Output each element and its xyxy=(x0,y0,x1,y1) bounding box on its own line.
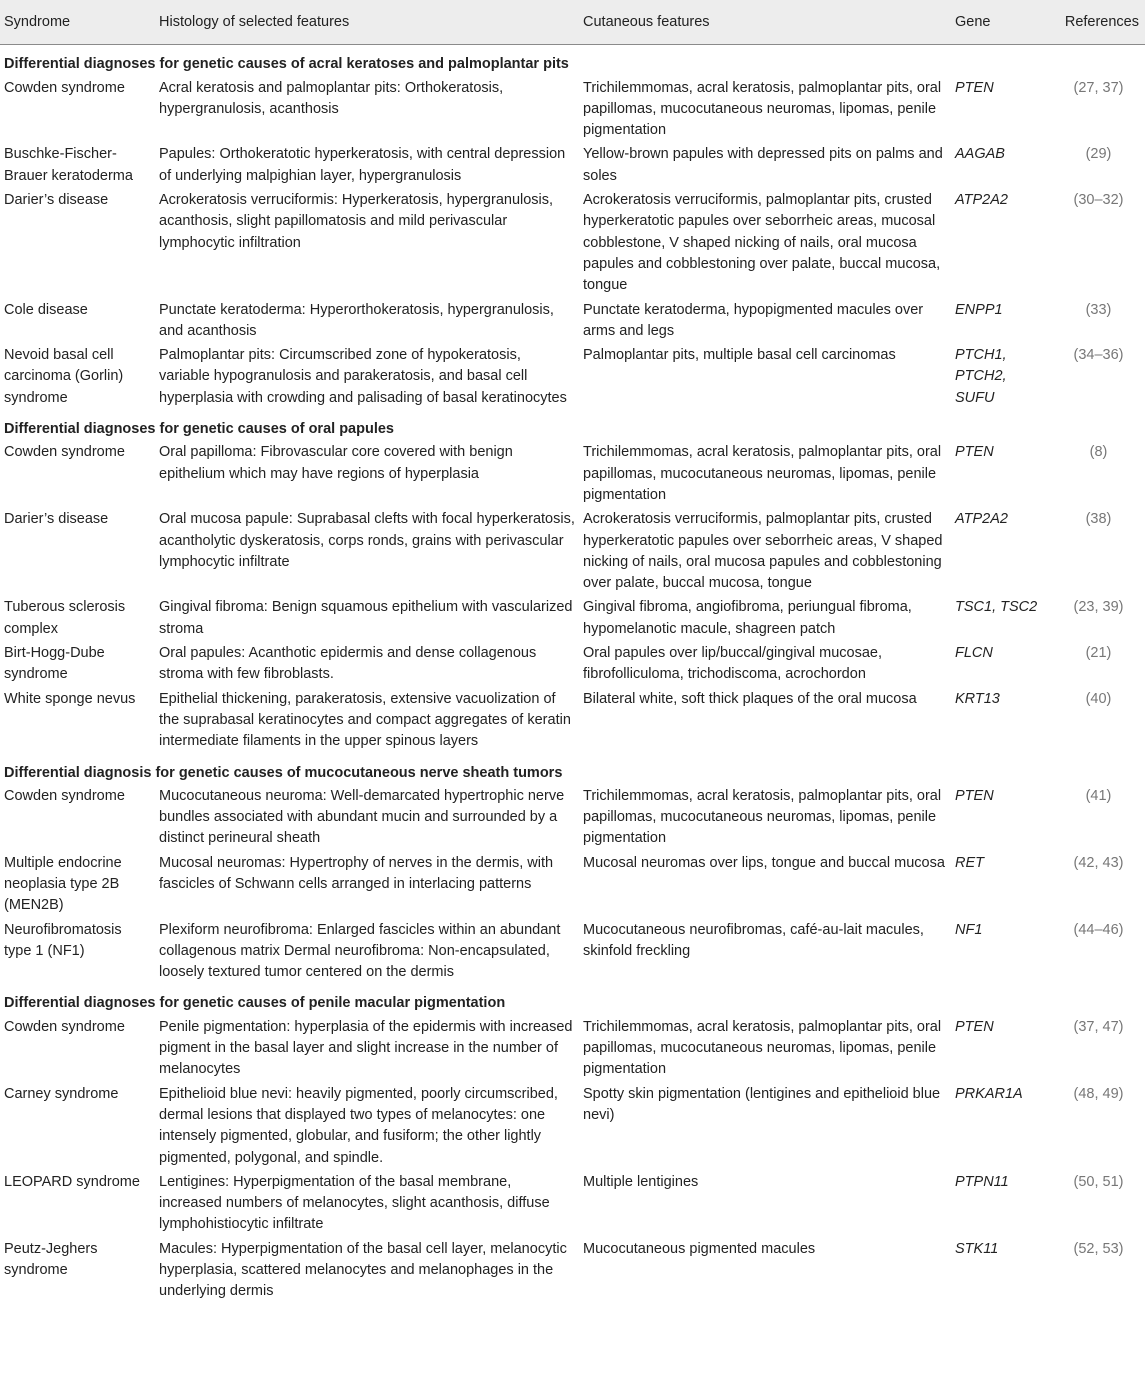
table-row xyxy=(0,1082,1145,1170)
cell-references: (21) xyxy=(1085,645,1112,662)
cell-cutaneous: Yellow-brown papules with depressed pits on palms and soles xyxy=(583,146,943,184)
cell-references: (44–46) xyxy=(1073,921,1124,938)
cell-gene: NF1 xyxy=(955,921,983,938)
cell-cutaneous: Trichilemmomas, acral keratosis, palmoplantar pits, oral papillomas, mucocutaneous neuromas, lipomas, penile pigmentation xyxy=(583,787,942,847)
cell-syndrome: Neurofibromatosis type 1 (NF1) xyxy=(4,921,122,959)
group-heading-row xyxy=(0,754,1145,784)
cell-references: (23, 39) xyxy=(1073,599,1124,616)
cell-syndrome: Darier’s disease xyxy=(4,192,109,209)
cell-histology: Gingival fibroma: Benign squamous epithelium with vascularized stroma xyxy=(159,599,573,637)
cell-syndrome: White sponge nevus xyxy=(4,690,136,707)
group-heading: Differential diagnoses for genetic causes of oral papules xyxy=(4,421,394,438)
cell-cutaneous: Mucocutaneous neurofibromas, café-au-lait macules, skinfold freckling xyxy=(583,921,924,959)
cell-histology: Oral papules: Acanthotic epidermis and dense collagenous stroma with few fibroblasts. xyxy=(159,645,537,683)
cell-syndrome: Cowden syndrome xyxy=(4,444,125,461)
cell-cutaneous: Bilateral white, soft thick plaques of the oral mucosa xyxy=(583,690,917,707)
cell-syndrome: Carney syndrome xyxy=(4,1085,119,1102)
cell-cutaneous: Mucosal neuromas over lips, tongue and buccal mucosa xyxy=(583,854,945,871)
cell-histology: Oral mucosa papule: Suprabasal clefts with focal hyperkeratosis, acantholytic dyskeratosis, corps ronds, grains with perivascular lymphocytic infiltrate xyxy=(159,511,575,570)
cell-syndrome: Cowden syndrome xyxy=(4,787,125,804)
table-body xyxy=(0,45,1145,1304)
group-heading-row xyxy=(0,410,1145,440)
cell-cutaneous: Punctate keratoderma, hypopigmented macules over arms and legs xyxy=(583,301,924,339)
cell-gene: ENPP1 xyxy=(955,301,1003,318)
cell-histology: Plexiform neurofibroma: Enlarged fascicles within an abundant collagenous matrix Dermal neurofibroma: Non-encapsulated, loosely textured tumor centered on the dermis xyxy=(159,921,561,981)
cell-gene: AAGAB xyxy=(955,146,1005,163)
cell-references: (8) xyxy=(1089,444,1108,461)
cell-references: (48, 49) xyxy=(1073,1085,1124,1102)
cell-references: (41) xyxy=(1085,787,1112,804)
cell-references: (38) xyxy=(1085,511,1112,528)
table-row xyxy=(0,507,1145,595)
cell-syndrome: Buschke-Fischer-Brauer keratoderma xyxy=(4,146,133,184)
cell-gene: TSC1, TSC2 xyxy=(955,599,1038,616)
cell-cutaneous: Mucocutaneous pigmented macules xyxy=(583,1240,816,1257)
cell-references: (40) xyxy=(1085,690,1112,707)
group-heading: Differential diagnoses for genetic causes of penile macular pigmentation xyxy=(4,995,506,1012)
cell-syndrome: Nevoid basal cell carcinoma (Gorlin) syndrome xyxy=(4,347,124,406)
cell-gene: PRKAR1A xyxy=(955,1085,1023,1102)
cell-cutaneous: Spotty skin pigmentation (lentigines and epithelioid blue nevi) xyxy=(583,1085,941,1123)
table-header xyxy=(0,0,1145,45)
cell-syndrome: Cole disease xyxy=(4,301,88,318)
cell-syndrome: Peutz-Jeghers syndrome xyxy=(4,1240,98,1279)
cell-references: (33) xyxy=(1085,301,1112,318)
table-row xyxy=(0,343,1145,410)
cell-histology: Papules: Orthokeratotic hyperkeratosis, with central depression of underlying malpighian layer, hypergranulosis xyxy=(159,146,566,184)
cell-cutaneous: Trichilemmomas, acral keratosis, palmoplantar pits, oral papillomas, mucocutaneous neuromas, lipomas, penile pigmentation xyxy=(583,1018,942,1078)
cell-gene: PTEN xyxy=(955,787,994,804)
cell-syndrome: Birt-Hogg-Dube syndrome xyxy=(4,645,105,683)
cell-references: (50, 51) xyxy=(1073,1173,1124,1190)
cell-gene: FLCN xyxy=(955,645,993,662)
cell-syndrome: LEOPARD syndrome xyxy=(4,1173,140,1190)
table-row xyxy=(0,687,1145,754)
header-references: References xyxy=(1044,0,1145,45)
table-row xyxy=(0,851,1145,918)
cell-histology: Penile pigmentation: hyperplasia of the epidermis with increased pigment in the basal layer and slight increase in the number of melanocytes xyxy=(159,1018,573,1078)
cell-syndrome: Cowden syndrome xyxy=(4,1018,125,1035)
header-syndrome: Syndrome xyxy=(0,0,155,45)
cell-histology: Acrokeratosis verruciformis: Hyperkeratosis, hypergranulosis, acanthosis, slight papillomatosis and mild perivascular lymphocytic infiltration xyxy=(159,192,554,251)
table-row xyxy=(0,298,1145,344)
cell-histology: Mucosal neuromas: Hypertrophy of nerves in the dermis, with fascicles of Schwann cells arranged in interlacing patterns xyxy=(159,854,554,892)
cell-gene: PTEN xyxy=(955,444,994,461)
cell-histology: Oral papilloma: Fibrovascular core covered with benign epithelium which may have regions of hyperplasia xyxy=(159,444,513,482)
table-row xyxy=(0,1237,1145,1304)
cell-histology: Punctate keratoderma: Hyperorthokeratosis, hypergranulosis, and acanthosis xyxy=(159,301,554,339)
cell-gene: ATP2A2 xyxy=(955,511,1008,528)
cell-gene: ATP2A2 xyxy=(955,192,1008,209)
cell-references: (52, 53) xyxy=(1073,1240,1124,1257)
table-row xyxy=(0,784,1145,851)
table-row xyxy=(0,188,1145,297)
cell-references: (34–36) xyxy=(1073,347,1124,364)
cell-histology: Palmoplantar pits: Circumscribed zone of hypokeratosis, variable hypogranulosis and parakeratosis, and basal cell hyperplasia with crowding and palisading of basal keratinocytes xyxy=(159,347,567,406)
group-heading: Differential diagnosis for genetic causes of mucocutaneous nerve sheath tumors xyxy=(4,764,563,781)
header-histology: Histology of selected features xyxy=(155,0,579,45)
group-heading-row xyxy=(0,984,1145,1014)
cell-cutaneous: Palmoplantar pits, multiple basal cell carcinomas xyxy=(583,347,896,364)
cell-cutaneous: Multiple lentigines xyxy=(583,1173,699,1190)
cell-cutaneous: Oral papules over lip/buccal/gingival mucosae, fibrofolliculoma, trichodiscoma, acrochordon xyxy=(583,645,883,683)
cell-references: (37, 47) xyxy=(1073,1018,1124,1035)
cell-syndrome: Tuberous sclerosis complex xyxy=(4,599,126,637)
cell-histology: Epithelial thickening, parakeratosis, extensive vacuolization of the suprabasal keratinocytes and compact aggregates of keratin intermediate filaments in the upper spinous layers xyxy=(159,690,571,750)
cell-references: (29) xyxy=(1085,146,1112,163)
cell-references: (27, 37) xyxy=(1073,79,1124,96)
table-row xyxy=(0,918,1145,985)
table-row xyxy=(0,76,1145,143)
header-cutaneous: Cutaneous features xyxy=(579,0,951,45)
cell-histology: Acral keratosis and palmoplantar pits: Orthokeratosis, hypergranulosis, acanthosis xyxy=(159,79,504,117)
group-heading-row xyxy=(0,45,1145,76)
cell-histology: Macules: Hyperpigmentation of the basal cell layer, melanocytic hyperplasia, scattered melanocytes and melanophages in the underlying dermis xyxy=(159,1240,567,1300)
cell-gene: RET xyxy=(955,854,984,871)
cell-cutaneous: Gingival fibroma, angiofibroma, periungual fibroma, hypomelanotic macule, shagreen patch xyxy=(583,599,912,637)
table-row xyxy=(0,1015,1145,1082)
cell-histology: Epithelioid blue nevi: heavily pigmented, poorly circumscribed, dermal lesions that displayed two types of melanocytes: one intensely pigmented, globular, and fusiform; the other lightly pigmented, polygonal, and spindle. xyxy=(159,1085,558,1166)
cell-syndrome: Cowden syndrome xyxy=(4,79,125,96)
cell-references: (42, 43) xyxy=(1073,854,1124,871)
cell-cutaneous: Acrokeratosis verruciformis, palmoplantar pits, crusted hyperkeratotic papules over seborrheic areas, V shaped nicking of nails, oral mucosa papules and cobblestoning over palate, buccal mucosa, tongue xyxy=(583,511,943,592)
table-row xyxy=(0,595,1145,641)
cell-histology: Mucocutaneous neuroma: Well-demarcated hypertrophic nerve bundles associated with abundant mucin and surrounded by a distinct perineural sheath xyxy=(159,787,565,847)
header-gene: Gene xyxy=(951,0,1044,45)
table-row xyxy=(0,142,1145,188)
cell-syndrome: Multiple endocrine neoplasia type 2B (MEN2B) xyxy=(4,854,122,914)
group-heading: Differential diagnoses for genetic causes of acral keratoses and palmoplantar pits xyxy=(4,56,569,73)
cell-gene: PTPN11 xyxy=(955,1173,1009,1190)
cell-gene: PTEN xyxy=(955,1018,994,1035)
table-row xyxy=(0,641,1145,687)
table-row xyxy=(0,1170,1145,1237)
cell-gene: STK11 xyxy=(955,1240,999,1257)
cell-syndrome: Darier’s disease xyxy=(4,511,109,528)
cell-cutaneous: Acrokeratosis verruciformis, palmoplantar pits, crusted hyperkeratotic papules over seborrheic areas, mucosal cobblestone, V shaped nicking of nails, oral mucosa papules and cobblestoning over palate, buccal mucosa, tongue xyxy=(583,192,941,294)
cell-gene: KRT13 xyxy=(955,690,1000,707)
cell-gene: PTEN xyxy=(955,79,994,96)
cell-cutaneous: Trichilemmomas, acral keratosis, palmoplantar pits, oral papillomas, mucocutaneous neuromas, lipomas, penile pigmentation xyxy=(583,79,942,139)
cell-cutaneous: Trichilemmomas, acral keratosis, palmoplantar pits, oral papillomas, mucocutaneous neuromas, lipomas, penile pigmentation xyxy=(583,444,942,503)
cell-histology: Lentigines: Hyperpigmentation of the basal membrane, increased numbers of melanocytes, slight acanthosis, diffuse lymphohistiocytic infiltrate xyxy=(159,1173,550,1233)
table-row xyxy=(0,440,1145,507)
cell-references: (30–32) xyxy=(1073,192,1124,209)
cell-gene: PTCH1, PTCH2, SUFU xyxy=(955,347,1007,406)
